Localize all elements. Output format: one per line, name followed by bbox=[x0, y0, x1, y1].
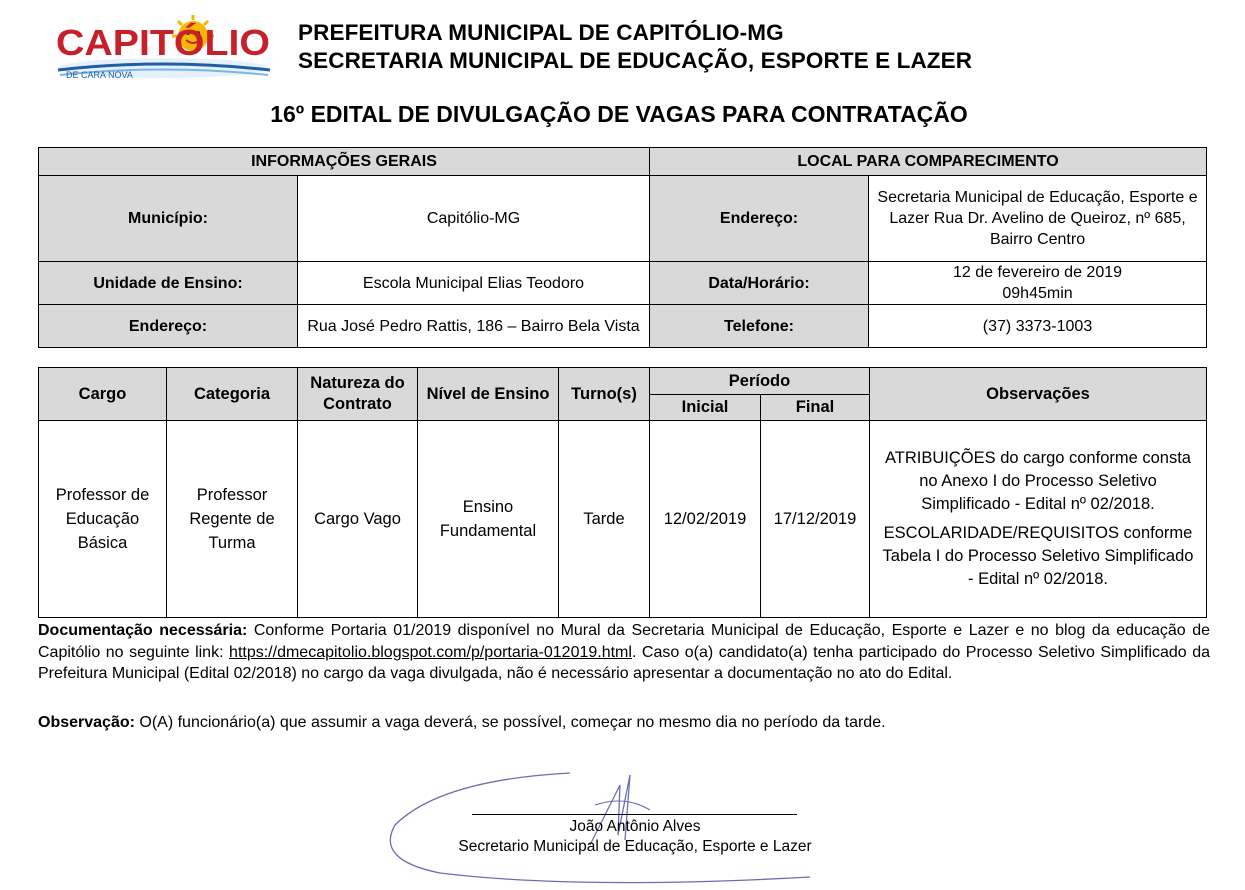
col-inicial: Inicial bbox=[650, 395, 761, 421]
svg-text:DE CARA NOVA: DE CARA NOVA bbox=[66, 70, 133, 80]
capitolio-logo bbox=[52, 12, 274, 82]
col-nivel: Nível de Ensino bbox=[418, 368, 559, 421]
obs-escolaridade: ESCOLARIDADE/REQUISITOS conforme Tabela I do Processo Seletivo Simplificado - Edital nº 02/2018. bbox=[882, 524, 1194, 588]
endereco-value: Rua José Pedro Rattis, 186 – Bairro Bela Vista bbox=[298, 305, 650, 348]
unidade-label: Unidade de Ensino: bbox=[39, 262, 298, 305]
header-prefeitura: PREFEITURA MUNICIPAL DE CAPITÓLIO-MG bbox=[298, 20, 784, 45]
signatory-role: Secretario Municipal de Educação, Esporte e Lazer bbox=[458, 838, 812, 855]
data-value-time: 09h45min bbox=[1002, 285, 1073, 302]
col-turno: Turno(s) bbox=[559, 368, 650, 421]
documentation-paragraph bbox=[38, 620, 1210, 685]
endereco-label: Endereço: bbox=[39, 305, 298, 348]
local-endereco-value: Secretaria Municipal de Educação, Esporte e Lazer Rua Dr. Avelino de Queiroz, nº 685, Bairro Centro bbox=[869, 176, 1207, 262]
local-endereco-label: Endereço: bbox=[650, 176, 869, 262]
info-table bbox=[38, 147, 1207, 348]
cell-categoria: Professor Regente de Turma bbox=[167, 421, 298, 618]
col-cargo: Cargo bbox=[39, 368, 167, 421]
cell-inicial: 12/02/2019 bbox=[650, 421, 761, 618]
document-title: 16º EDITAL DE DIVULGAÇÃO DE VAGAS PARA CONTRATAÇÃO bbox=[270, 101, 968, 127]
cell-observacoes bbox=[870, 421, 1207, 618]
portaria-link[interactable]: https://dmecapitolio.blogspot.com/p/portaria-012019.html bbox=[229, 643, 632, 661]
municipio-value: Capitólio-MG bbox=[298, 176, 650, 262]
documentation-label: Documentação necessária: bbox=[38, 622, 248, 639]
obs-atribuicoes: ATRIBUIÇÕES do cargo conforme consta no Anexo I do Processo Seletivo Simplificado - Edital nº 02/2018. bbox=[885, 449, 1191, 513]
col-categoria: Categoria bbox=[167, 368, 298, 421]
data-value bbox=[869, 262, 1207, 305]
documentation-text: Conforme Portaria 01/2019 disponível no Mural da Secretaria Municipal de Educação, Esporte e Lazer e no blog da educação de Capitólio no seguinte link: bbox=[38, 622, 1211, 661]
cell-nivel: Ensino Fundamental bbox=[418, 421, 559, 618]
cell-cargo: Professor de Educação Básica bbox=[39, 421, 167, 618]
cell-turno: Tarde bbox=[559, 421, 650, 618]
local-header: LOCAL PARA COMPARECIMENTO bbox=[650, 148, 1207, 176]
municipio-label: Município: bbox=[39, 176, 298, 262]
observation-text: O(A) funcionário(a) que assumir a vaga deverá, se possível, começar no mesmo dia no período da tarde. bbox=[139, 714, 886, 731]
vacancies-table bbox=[38, 367, 1207, 618]
cell-final: 17/12/2019 bbox=[761, 421, 870, 618]
telefone-value: (37) 3373-1003 bbox=[869, 305, 1207, 348]
cell-natureza: Cargo Vago bbox=[298, 421, 418, 618]
data-value-date: 12 de fevereiro de 2019 bbox=[953, 264, 1123, 281]
signature-line bbox=[472, 814, 797, 815]
data-label: Data/Horário: bbox=[650, 262, 869, 305]
col-periodo: Período bbox=[650, 368, 870, 395]
svg-text:CAPITÓLIO: CAPITÓLIO bbox=[56, 22, 252, 63]
telefone-label: Telefone: bbox=[650, 305, 869, 348]
general-info-header: INFORMAÇÕES GERAIS bbox=[39, 148, 650, 176]
observation-label: Observação: bbox=[38, 714, 135, 731]
col-natureza: Natureza do Contrato bbox=[298, 368, 418, 421]
header-secretaria: SECRETARIA MUNICIPAL DE EDUCAÇÃO, ESPORTE E LAZER bbox=[298, 48, 973, 73]
col-final: Final bbox=[761, 395, 870, 421]
unidade-value: Escola Municipal Elias Teodoro bbox=[298, 262, 650, 305]
col-observacoes: Observações bbox=[870, 368, 1207, 421]
signatory-name: João Antônio Alves bbox=[569, 818, 701, 835]
documentation-text-after: . Caso o(a) candidato(a) tenha participado do Processo Seletivo Simplificado da Prefeitura Municipal (Edital 02/2018) no cargo da vaga divulgada, não é necessário apresentar a documentação no ato do Edital. bbox=[38, 643, 1210, 682]
observation-paragraph bbox=[38, 712, 1210, 734]
table-row bbox=[39, 421, 1207, 618]
